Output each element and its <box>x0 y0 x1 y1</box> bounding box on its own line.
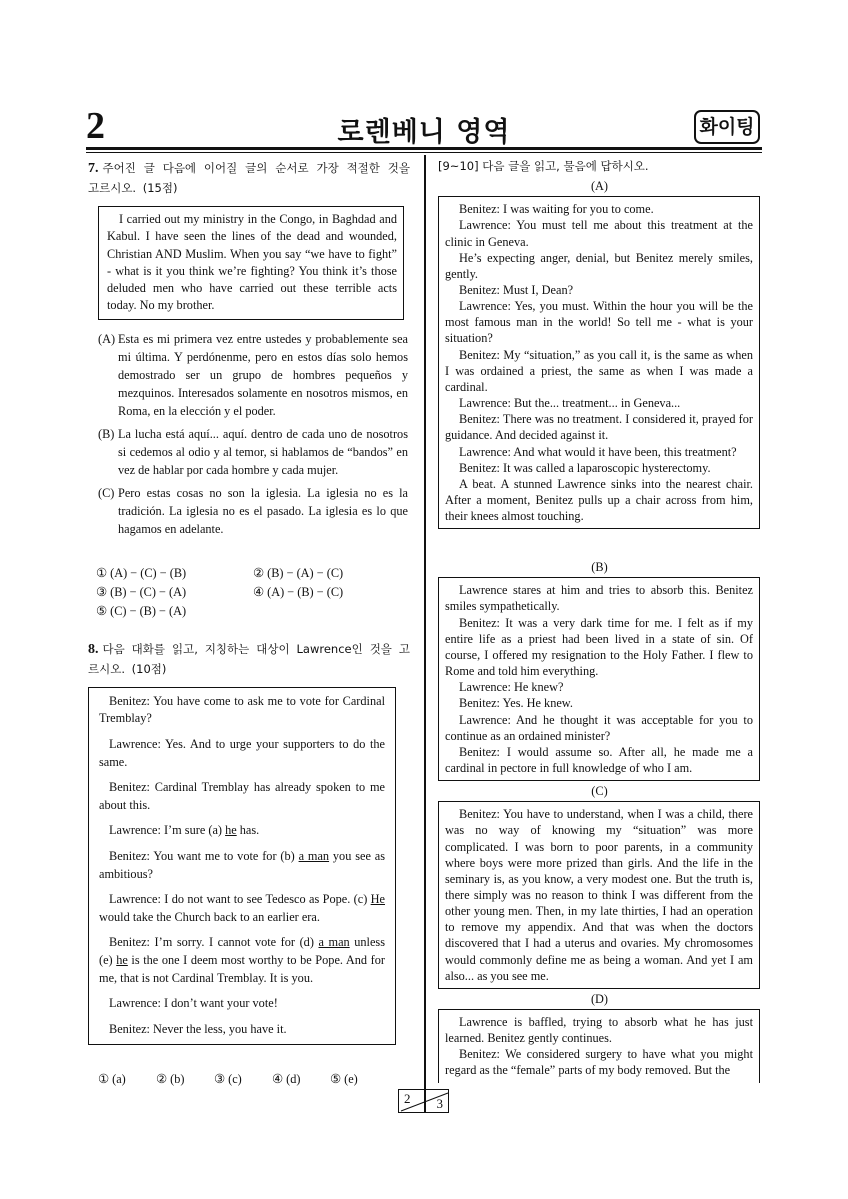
answer-option-4[interactable]: ④ (d) <box>272 1072 301 1087</box>
passage-line: He’s expecting anger, denial, but Benitez merely smiles, gently. <box>445 250 753 281</box>
passage-line: Benitez: There was no treatment. I considered it, prayed for guidance. And decided against it. <box>445 412 753 443</box>
section-d-label: (D) <box>590 991 609 1006</box>
right-column <box>438 158 761 1083</box>
passage-line: Lawrence is baffled, trying to absorb what he has just learned. Benitez gently continues. <box>445 1014 753 1046</box>
underlined-a: he <box>225 823 237 838</box>
question-8-text: 다음 대화를 읽고, 지칭하는 대상이 Lawrence인 것을 고르시오. (10점) <box>88 641 410 676</box>
question-7-paragraph-a <box>88 330 410 420</box>
underlined-e: he <box>116 952 128 967</box>
current-page: 2 <box>404 1091 411 1106</box>
column-divider <box>424 155 426 1113</box>
dialogue-line: Lawrence: I don’t want your vote! <box>109 996 278 1011</box>
line-text: Benitez: I’m sorry. I cannot vote for (d) <box>109 935 319 950</box>
passage-line: Lawrence: He knew? <box>459 680 564 695</box>
line-text: has. <box>236 823 260 838</box>
passage-line: Benitez: Yes. He knew. <box>459 696 573 711</box>
answer-option-3[interactable]: ③ (c) <box>214 1072 242 1087</box>
answer-option-3[interactable]: ③ (B) − (C) − (A) <box>96 584 187 599</box>
line-text: is the one I deem most worthy to be Pope. And for me, that is not Cardinal Tremblay. It is you. <box>99 952 385 985</box>
passage-line: Benitez: It was called a laparoscopic hysterectomy. <box>459 460 711 475</box>
section-b-box <box>438 577 760 781</box>
section-d-box <box>438 1009 760 1083</box>
question-8-options <box>98 1071 410 1087</box>
page-indicator <box>398 1089 449 1113</box>
answer-option-4[interactable]: ④ (A) − (B) − (C) <box>253 584 344 599</box>
passage-line: Lawrence: But the... treatment... in Geneva... <box>459 396 681 411</box>
question-7-text: 주어진 글 다음에 이어질 글의 순서로 가장 적절한 것을 고르시오. (15점) <box>88 161 410 195</box>
answer-option-2[interactable]: ② (B) − (A) − (C) <box>253 565 344 580</box>
passage-line: Benitez: It was a very dark time for me. I felt as if my entire life as a priest had been lived in a state of sin. Of course, I offered my resignation to the Holy Father. I flew to Rome and told him everything. <box>445 615 753 679</box>
header-rule-thin <box>86 152 762 153</box>
answer-option-1[interactable]: ① (A) − (C) − (B) <box>96 565 187 580</box>
passage-line: Benitez: Must I, Dean? <box>459 282 574 297</box>
question-7-given-text: I carried out my ministry in the Congo, in Baghdad and Kabul. I have seen the lines of the dead and wounded, Christian AND Muslim. When you say “we have to fight” - what is it you think we’re fighting? You think it’s those deluded men who have carried out these terrible acts today. No my brother. <box>107 212 397 313</box>
line-text: unless (e) <box>99 935 385 967</box>
left-column <box>88 158 410 1087</box>
passage-line: Benitez: We considered surgery to have what you might regard as the “female” parts of my body removed. But the <box>445 1047 753 1078</box>
paragraph-label: (B) <box>98 426 115 441</box>
section-c-label: (C) <box>591 784 608 799</box>
underlined-d: a man <box>318 935 350 950</box>
question-7-prompt <box>88 158 410 198</box>
passage-line: Benitez: You have to understand, when I was a child, there was no way of knowing my “situation” was more complicated. I was born to poor parents, in a community where boys were more prized than girls. And the life in the seminary is, as you know, a very modest one. But the truth is, there simply was no reason to think I was different from the other young men. Then, in my late thirties, I had an operation to remove my appendix. And that was when the doctors discovered that I had a uterus and ovaries. My chromosomes would commonly define me as being a woman. And yet I am also... as you see me. <box>445 807 753 983</box>
type-badge: 화이팅 <box>694 110 760 144</box>
dialogue-line <box>99 934 385 987</box>
passage-line: Lawrence: You must tell me about this treatment at the clinic in Geneva. <box>445 218 753 249</box>
section-a-label: (A) <box>590 179 609 194</box>
line-text: would take the Church back to an earlier era. <box>99 909 320 924</box>
dialogue-line: Benitez: You have come to ask me to vote for Cardinal Tremblay? <box>99 693 385 726</box>
question-7-number: 7. <box>88 161 99 176</box>
paragraph-label: (A) <box>98 331 116 346</box>
dialogue-line: Benitez: Cardinal Tremblay has already spoken to me about this. <box>99 780 385 812</box>
dialogue-line <box>99 891 385 926</box>
passage-line: A beat. A stunned Lawrence sinks into the nearest chair. After a moment, Benitez pulls up a chair across from him, their knees almost touching. <box>445 476 753 524</box>
paragraph-label: (C) <box>98 485 115 500</box>
paragraph-text: Esta es mi primera vez entre ustedes y probablemente sea mi última. Y perdónenme, pero en estos días solo hemos demostrado ser un grupo de hombres pequeños y mezquinos. Interesados solamente en nosotros mismos, en Roma, en la elección y el poder. <box>118 331 408 418</box>
paragraph-text: La lucha está aquí... aquí. dentro de cada uno de nosotros si cedemos al odio y al temor, si hablamos de “bandos” en vez de hablar por cada hombre y cada mujer. <box>118 426 408 477</box>
line-text: Lawrence: I do not want to see Tedesco as Pope. (c) <box>109 892 371 907</box>
passage-line: Lawrence stares at him and tries to absorb this. Benitez smiles sympathetically. <box>445 583 753 614</box>
header-rule <box>86 147 762 150</box>
answer-option-5[interactable]: ⑤ (C) − (B) − (A) <box>96 603 187 618</box>
line-text: Benitez: You want me to vote for (b) <box>109 848 299 863</box>
dialogue-line <box>99 822 385 840</box>
section-b-label: (B) <box>591 560 608 575</box>
passage-line: Benitez: My “situation,” as you call it, is the same as when I was ordained a priest, the same as when I was made a cardinal. <box>445 347 753 394</box>
question-7-given-box <box>98 206 404 320</box>
answer-option-2[interactable]: ② (b) <box>156 1072 185 1087</box>
total-pages: 3 <box>436 1096 443 1111</box>
passage-line: Lawrence: And he thought it was acceptable for you to continue as an ordained minister? <box>445 712 753 743</box>
dialogue-line <box>99 848 385 883</box>
passage-line: Benitez: I was waiting for you to come. <box>459 202 654 217</box>
dialogue-line: Benitez: Never the less, you have it. <box>109 1021 287 1036</box>
answer-option-1[interactable]: ① (a) <box>98 1072 126 1087</box>
passage-line: Lawrence: Yes, you must. Within the hour you will be the most famous man in the world! So tell me - what is your situation? <box>445 299 753 346</box>
question-7-paragraph-c <box>88 484 410 538</box>
section-c-box <box>438 801 760 989</box>
passage-line: Benitez: I would assume so. After all, he made me a cardinal in pectore in full knowledge of who I am. <box>445 744 753 776</box>
question-7-options <box>96 564 410 621</box>
question-7-paragraph-b <box>88 425 410 479</box>
question-8-number: 8. <box>88 641 99 657</box>
passage-line: Lawrence: And what would it have been, this treatment? <box>459 444 737 459</box>
page-number: 2 <box>86 105 105 147</box>
dialogue-line: Lawrence: Yes. And to urge your supporters to do the same. <box>99 736 385 769</box>
subject-title: 로렌베니 영역 <box>337 117 511 148</box>
question-8-dialogue-box <box>88 687 396 1046</box>
line-text: you see as ambitious? <box>99 848 385 881</box>
question-8-prompt <box>88 639 410 679</box>
question-set-heading: [9~10] 다음 글을 읽고, 물음에 답하시오. <box>438 159 649 173</box>
paragraph-text: Pero estas cosas no son la iglesia. La iglesia no es la tradición. La iglesia no es el pasado. La iglesia es lo que hagamos en adelante. <box>118 485 408 536</box>
section-a-box <box>438 196 760 529</box>
line-text: Lawrence: I’m sure (a) <box>109 823 226 838</box>
underlined-b: a man <box>298 848 330 863</box>
answer-option-5[interactable]: ⑤ (e) <box>330 1072 358 1087</box>
underlined-c: He <box>370 892 385 907</box>
